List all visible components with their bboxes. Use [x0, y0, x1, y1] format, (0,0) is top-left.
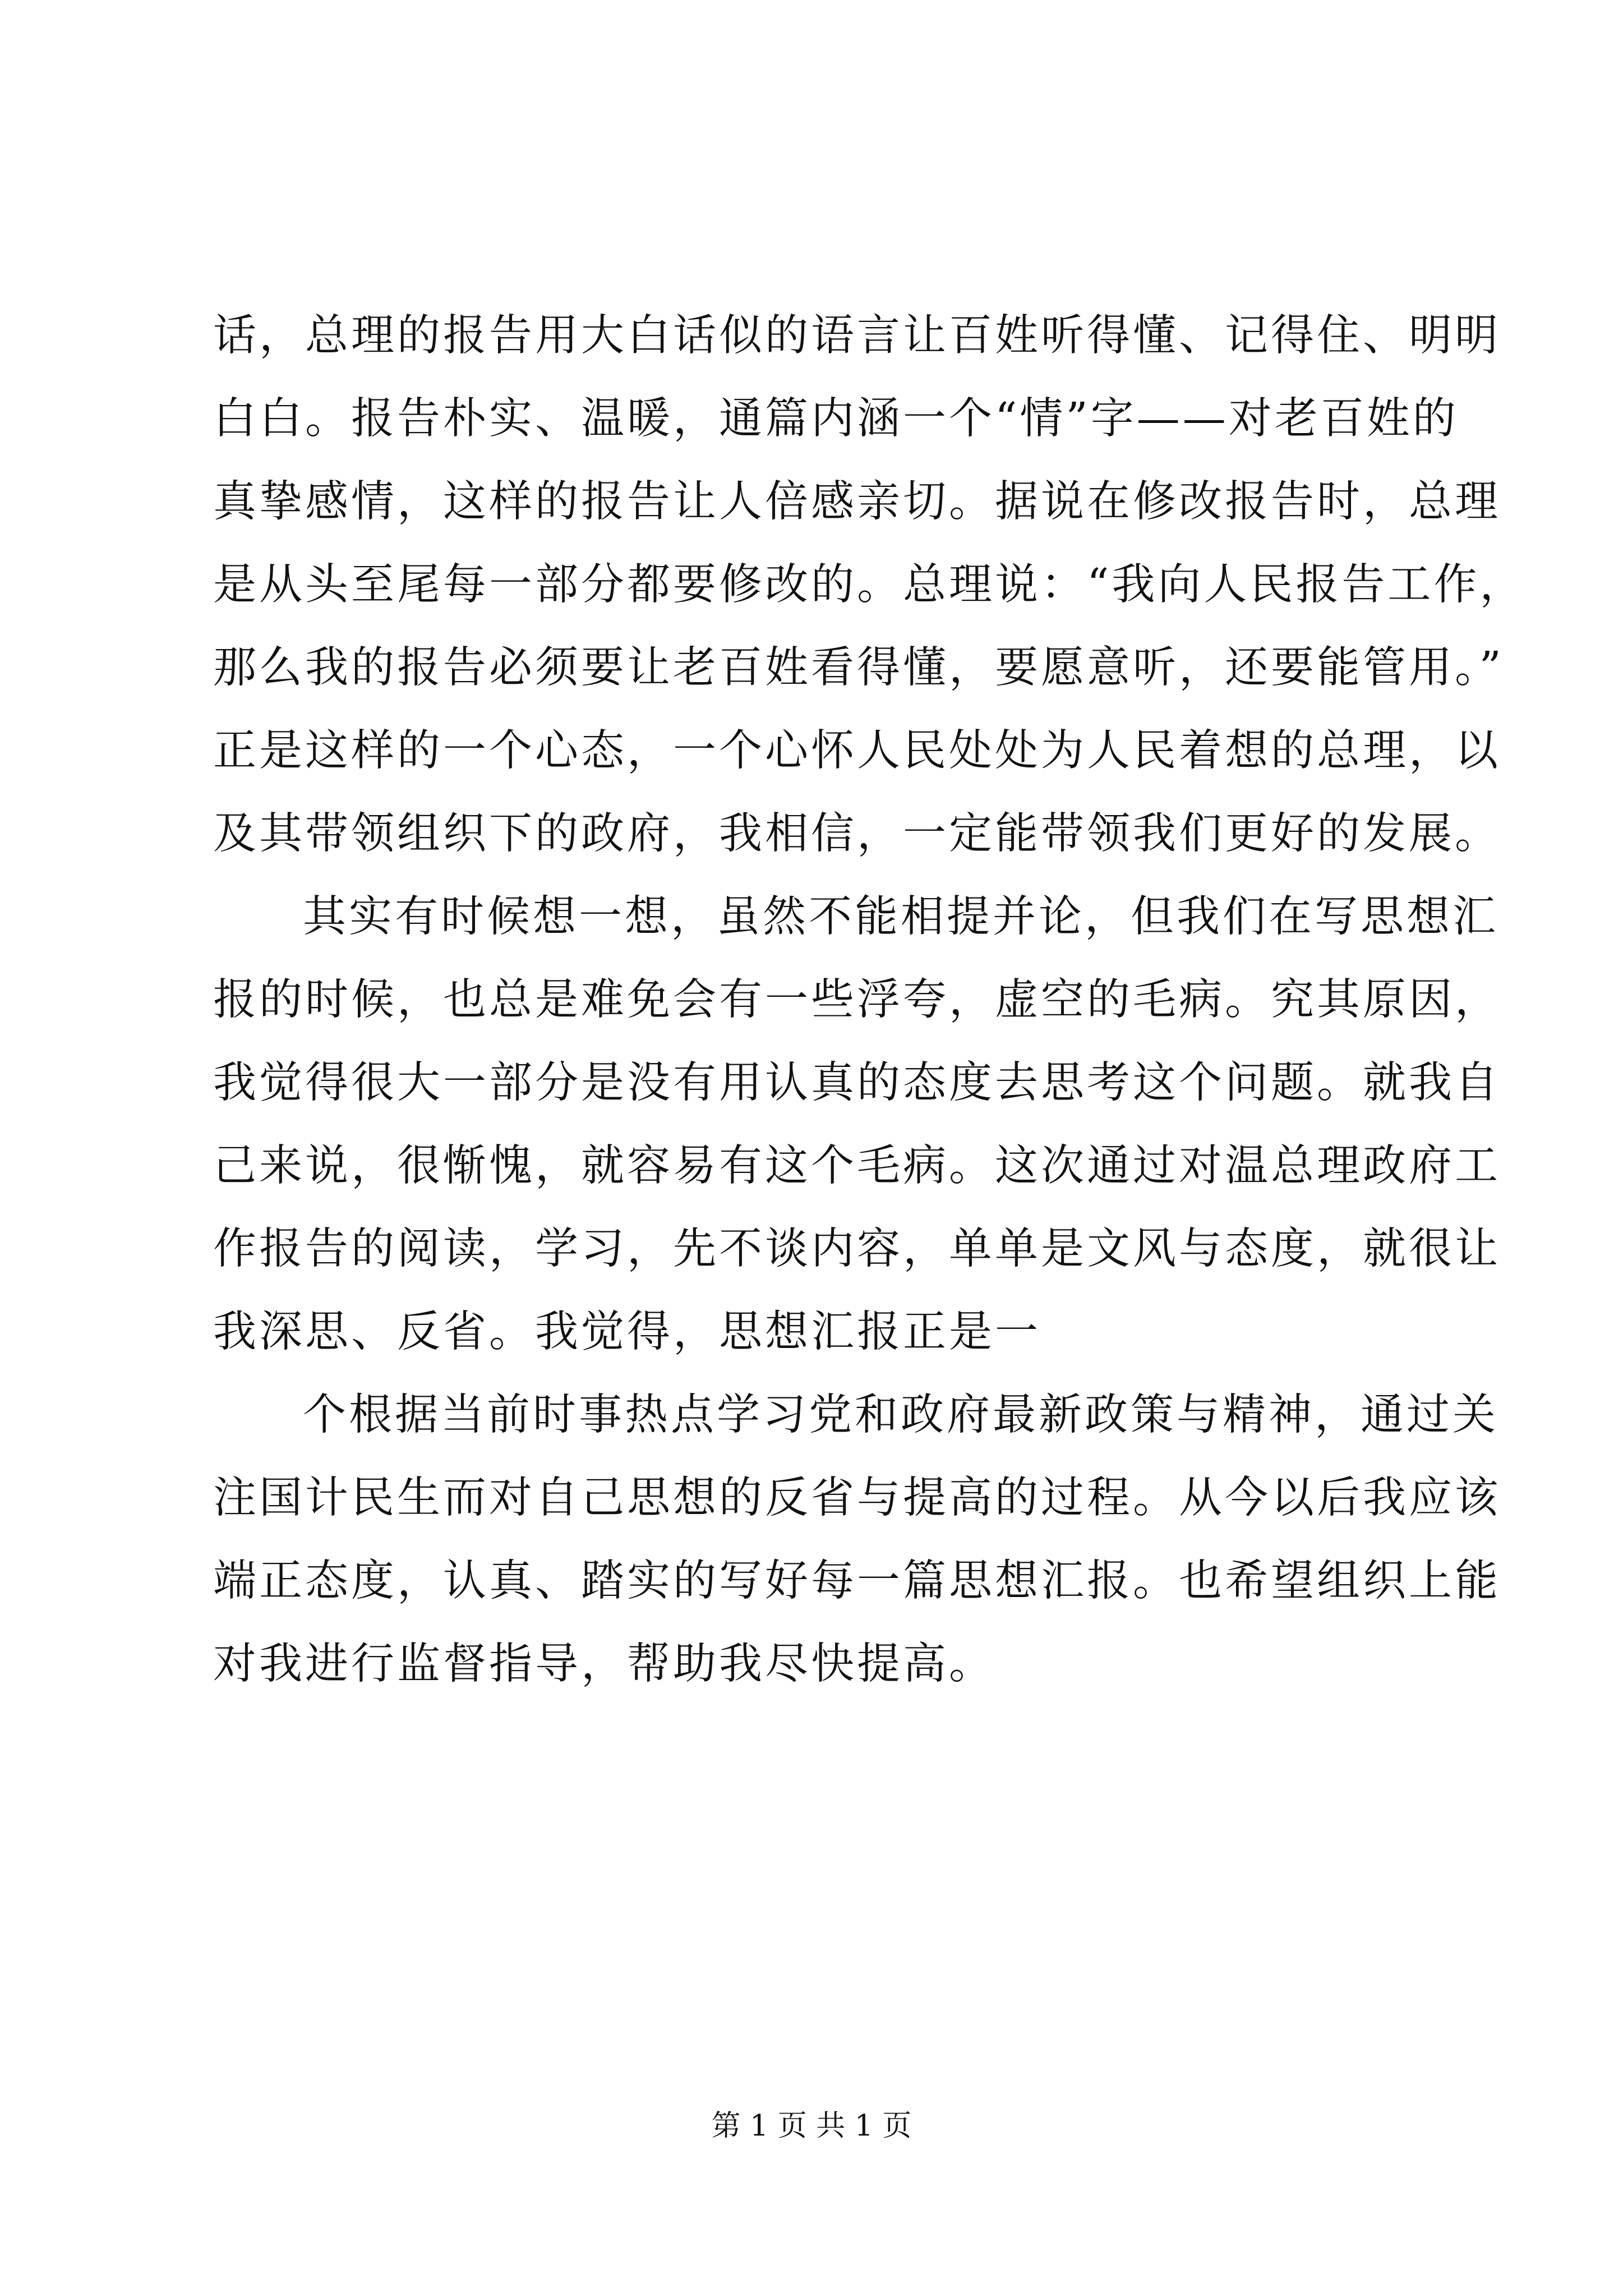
text-line: 真挚感情，这样的报告让人倍感亲切。据说在修改报告时，总理 — [213, 477, 1501, 527]
text-line: 话，总理的报告用大白话似的语言让百姓听得懂、记得住、明明 — [213, 311, 1501, 361]
text-line: 对我进行监督指导，帮助我尽快提高。 — [213, 1639, 995, 1689]
text-line: 及其带领组织下的政府，我相信，一定能带领我们更好的发展。 — [213, 809, 1501, 859]
text-line: 作报告的阅读，学习，先不谈内容，单单是文风与态度，就很让 — [213, 1224, 1501, 1274]
text-line: 报的时候，也总是难免会有一些浮夸，虚空的毛病。究其原因， — [213, 975, 1501, 1025]
text-line: 正是这样的一个心态，一个心怀人民处处为人民着想的总理，以 — [213, 726, 1501, 776]
text-line: 白白。报告朴实、温暖，通篇内涵一个“情”字——对老百姓的 — [213, 394, 1459, 444]
text-line: 己来说，很惭愧，就容易有这个毛病。这次通过对温总理政府工 — [213, 1141, 1501, 1191]
paragraph-start-line: 个根据当前时事热点学习党和政府最新政策与精神，通过关 — [303, 1390, 1498, 1440]
text-line: 我深思、反省。我觉得，思想汇报正是一 — [213, 1307, 1041, 1357]
document-body — [213, 295, 1526, 1706]
text-line: 我觉得很大一部分是没有用认真的态度去思考这个问题。就我自 — [213, 1058, 1501, 1108]
text-line: 是从头至尾每一部分都要修改的。总理说：“我向人民报告工作， — [213, 560, 1526, 610]
page-number: 第 1 页 共 1 页 — [711, 2109, 912, 2143]
page-footer — [0, 2106, 1623, 2146]
paragraph-start-line: 其实有时候想一想，虽然不能相提并论，但我们在写思想汇 — [303, 892, 1498, 942]
text-line: 端正态度，认真、踏实的写好每一篇思想汇报。也希望组织上能 — [213, 1556, 1501, 1606]
text-line: 那么我的报告必须要让老百姓看得懂，要愿意听，还要能管用。” — [213, 643, 1504, 693]
text-line: 注国计民生而对自己思想的反省与提高的过程。从今以后我应该 — [213, 1473, 1501, 1523]
